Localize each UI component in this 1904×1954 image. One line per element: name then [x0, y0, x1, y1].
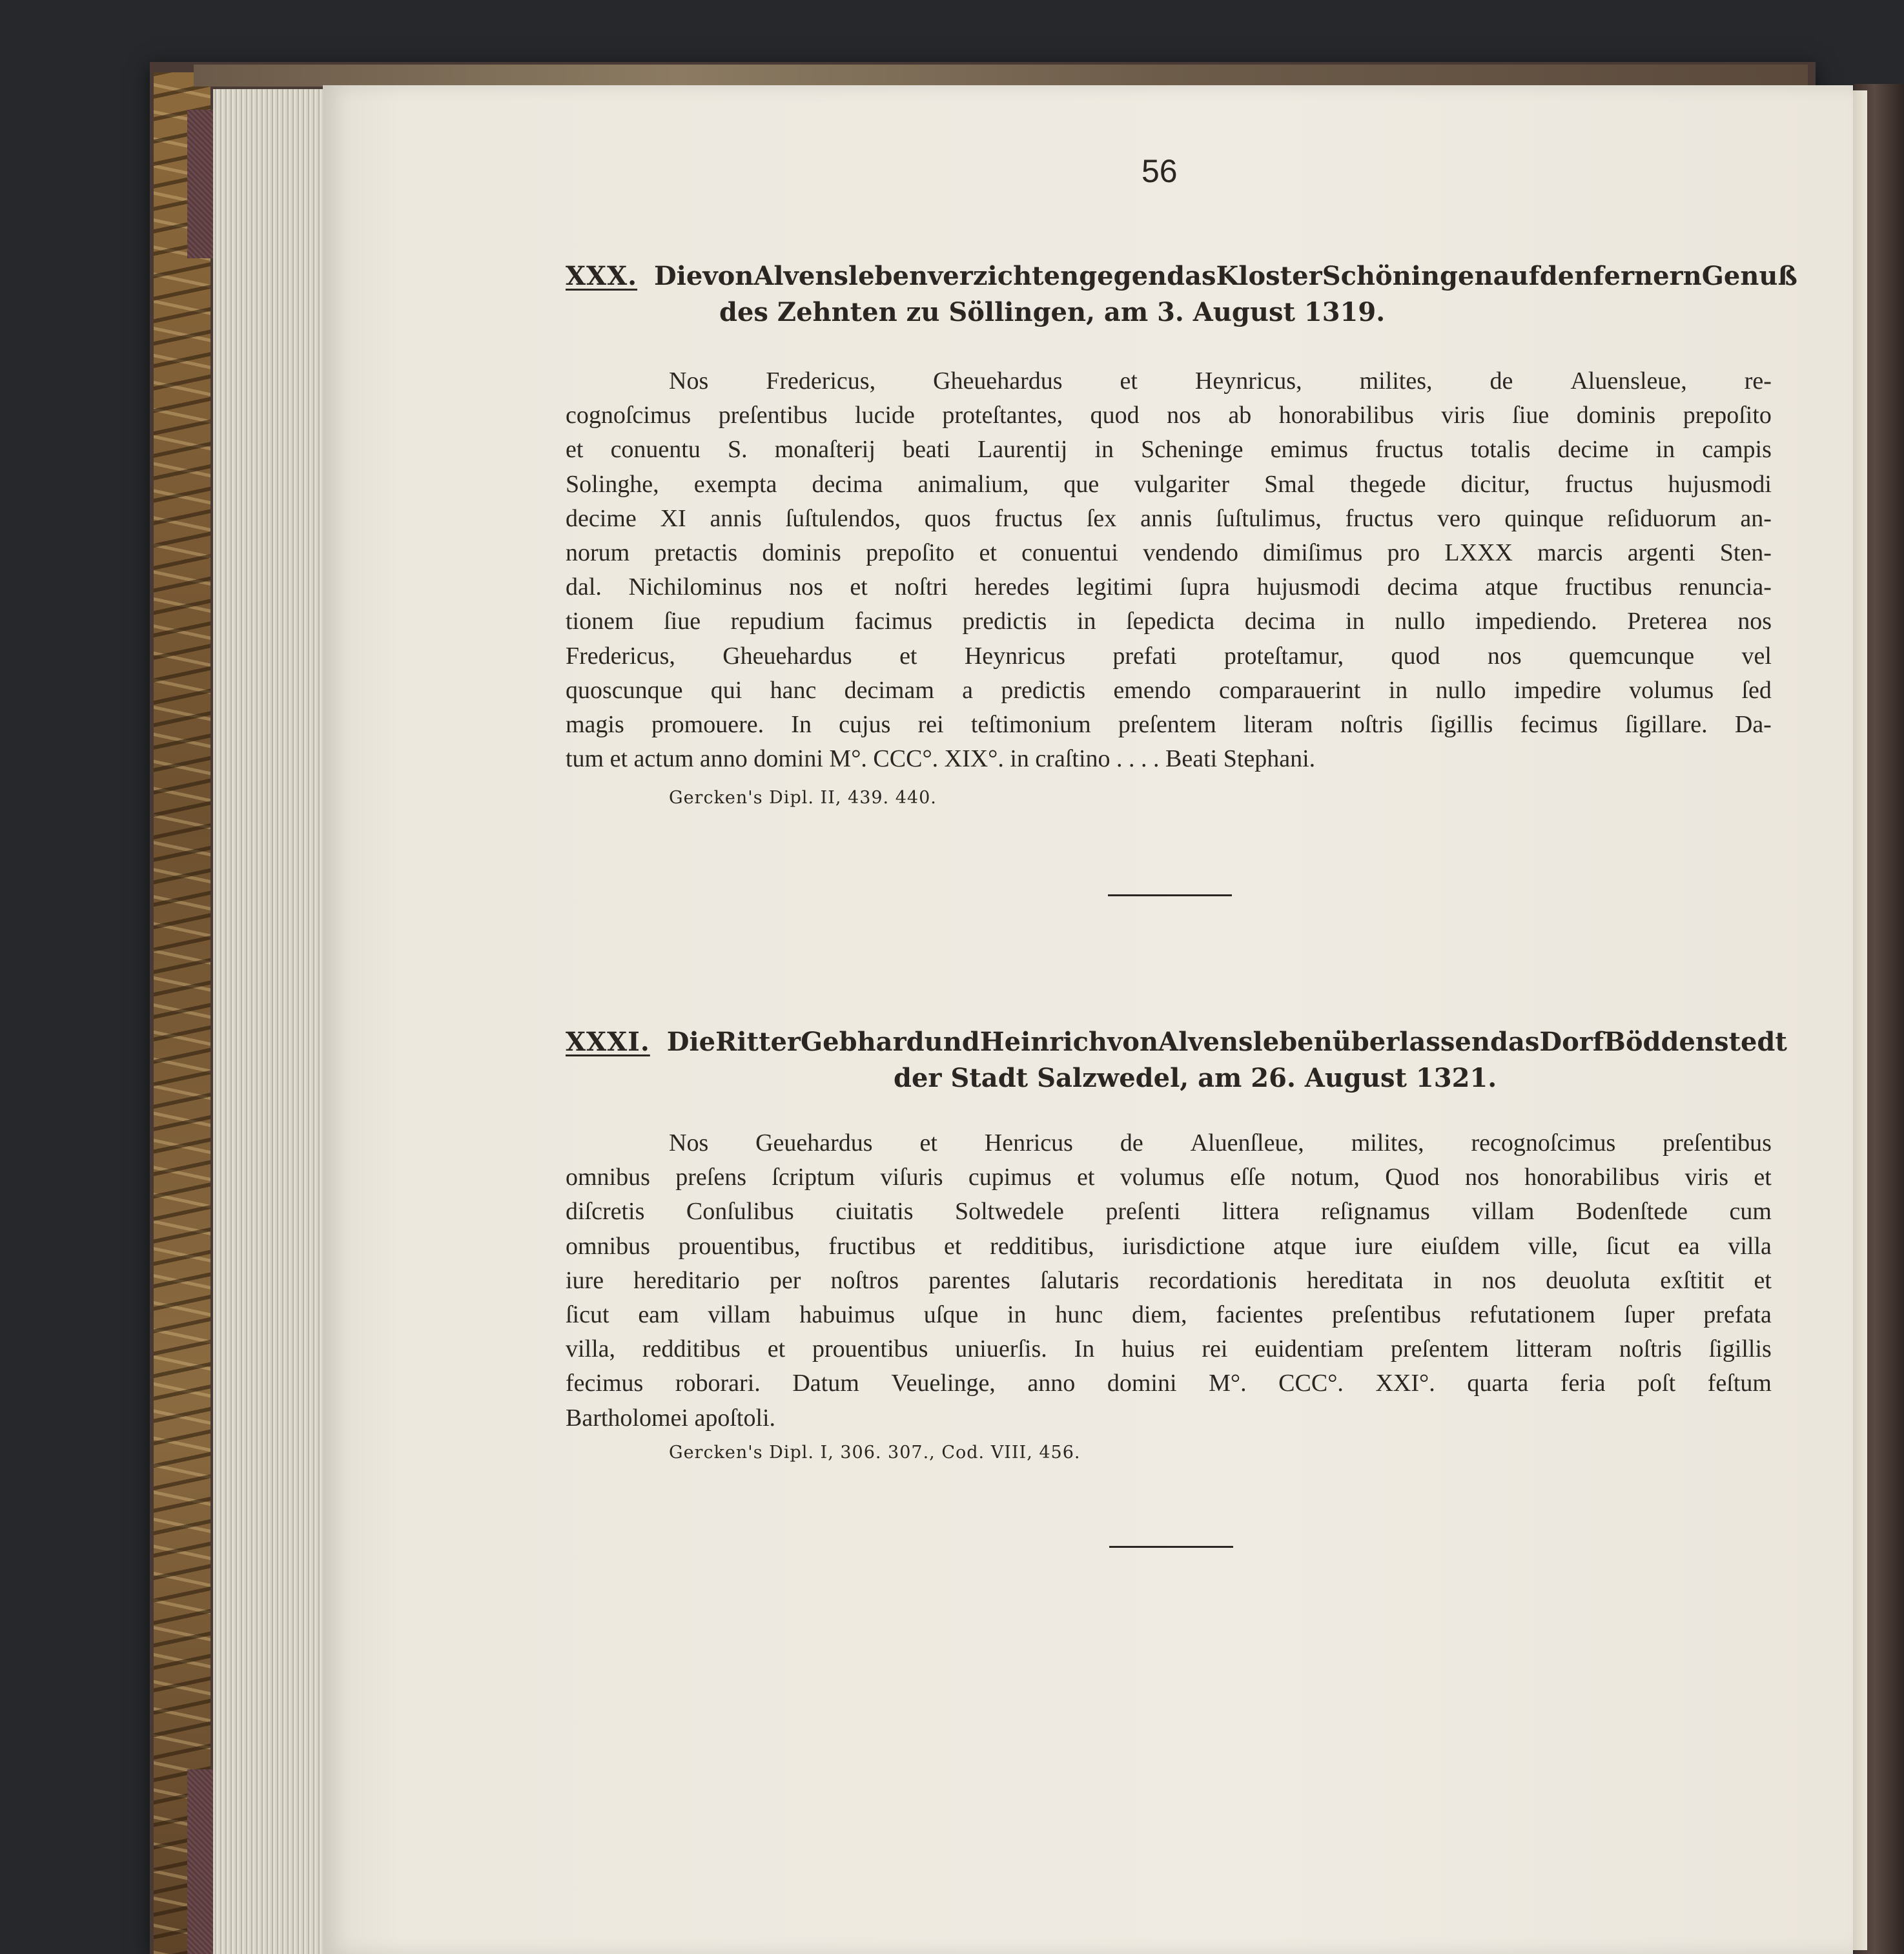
body-line: villa, redditibus et prouentibus uniuerſis. In huius rei euidentiam preſentem litteram noſtris ſigillis — [566, 1335, 1772, 1363]
section-divider — [1109, 1546, 1233, 1548]
body-line: decime XI annis ſuſtulendos, quos fructus ſex annis ſuſtulimus, fructus vero quinque reſiduorum an- — [566, 504, 1772, 532]
body-line: tionem ſiue repudium facimus predictis in ſepedicta decima in nullo impediendo. Preterea nos — [566, 608, 1772, 635]
body-line: Fredericus, Gheuehardus et Heynricus prefati proteſtamur, quod nos quemcunque vel — [566, 642, 1772, 670]
source-citation: Gercken's Dipl. I, 306. 307., Cod. VIII, 456. — [669, 1443, 1081, 1463]
body-line: quoscunque qui hanc decimam a predictis emendo comparauerint in nullo impedire volumus ſed — [566, 676, 1772, 704]
body-line: tum et actum anno domini M°. CCC°. XIX°. in craſtino . . . . Beati Stephani. — [566, 745, 1316, 773]
cover-top-edge — [194, 65, 1808, 87]
body-line: iure hereditario per noſtros parentes ſalutaris recordationis hereditata in nos deuoluta exſtitit et — [566, 1266, 1772, 1294]
source-citation: Gercken's Dipl. II, 439. 440. — [669, 788, 937, 808]
book-page — [323, 85, 1853, 1954]
document-title-line1: Die von Alvensleben verzichten gegen das Kloster Schöningen auf den fernern Genuß — [654, 261, 1797, 291]
document-title-line2: der Stadt Salzwedel, am 26. August 1321. — [894, 1063, 1497, 1093]
document-title-line1: Die Ritter Gebhard und Heinrich von Alvensleben überlassen das Dorf Böddenstedt — [666, 1027, 1787, 1057]
body-line: dal. Nichilominus nos et noſtri heredes legitimi ſupra hujusmodi decima atque fructibus renuncia- — [566, 573, 1772, 601]
cloth-corner-top — [187, 110, 216, 258]
body-line: omnibus prouentibus, fructibus et redditibus, iurisdictione atque iure eiuſdem ville, ſicut ea villa — [566, 1232, 1772, 1260]
body-line: magis promouere. In cujus rei teſtimonium preſentem literam noſtris ſigillis fecimus ſigillare. Da- — [566, 711, 1772, 738]
document-numeral: XXX. — [566, 261, 638, 291]
body-line: Nos Fredericus, Gheuehardus et Heynricus, milites, de Aluensleue, re- — [669, 367, 1772, 395]
document-numeral: XXXI. — [566, 1027, 650, 1057]
marbled-cover-board — [154, 72, 210, 1954]
body-line: Solinghe, exempta decima animalium, que vulgariter Smal thegede dicitur, fructus hujusmodi — [566, 470, 1772, 498]
section-divider — [1108, 894, 1232, 896]
body-line: Nos Geuehardus et Henricus de Aluenſleue, milites, recognoſcimus preſentibus — [669, 1129, 1772, 1157]
document-heading — [566, 261, 1797, 291]
body-line: ſicut eam villam habuimus uſque in hunc diem, facientes preſentibus refutationem ſuper prefata — [566, 1301, 1772, 1328]
body-line: fecimus roborari. Datum Veuelinge, anno domini M°. CCC°. XXI°. quarta feria poſt feſtum — [566, 1370, 1772, 1397]
document-heading — [566, 1027, 1787, 1057]
document-title-line2: des Zehnten zu Söllingen, am 3. August 1319. — [719, 297, 1386, 327]
body-line: norum pretactis dominis prepoſito et conuentui vendendo dimiſimus pro LXXX marcis argenti Sten- — [566, 539, 1772, 566]
body-line: et conuentu S. monaſterij beati Laurentij in Scheninge emimus fructus totalis decime in campis — [566, 436, 1772, 464]
body-line: omnibus preſens ſcriptum viſuris cupimus et volumus eſſe notum, Quod nos honorabilibus viris et — [566, 1164, 1772, 1191]
body-line: diſcretis Conſulibus ciuitatis Soltwedele preſenti littera reſignamus villam Bodenſtede cum — [566, 1198, 1772, 1226]
document-title — [654, 261, 1797, 291]
page-number: 56 — [1141, 153, 1178, 189]
page-stack — [213, 89, 329, 1954]
body-line: Bartholomei apoſtoli. — [566, 1404, 776, 1432]
body-line: cognoſcimus preſentibus lucide proteſtantes, quod nos ab honorabilibus viris ſiue dominis prepoſito — [566, 402, 1772, 429]
